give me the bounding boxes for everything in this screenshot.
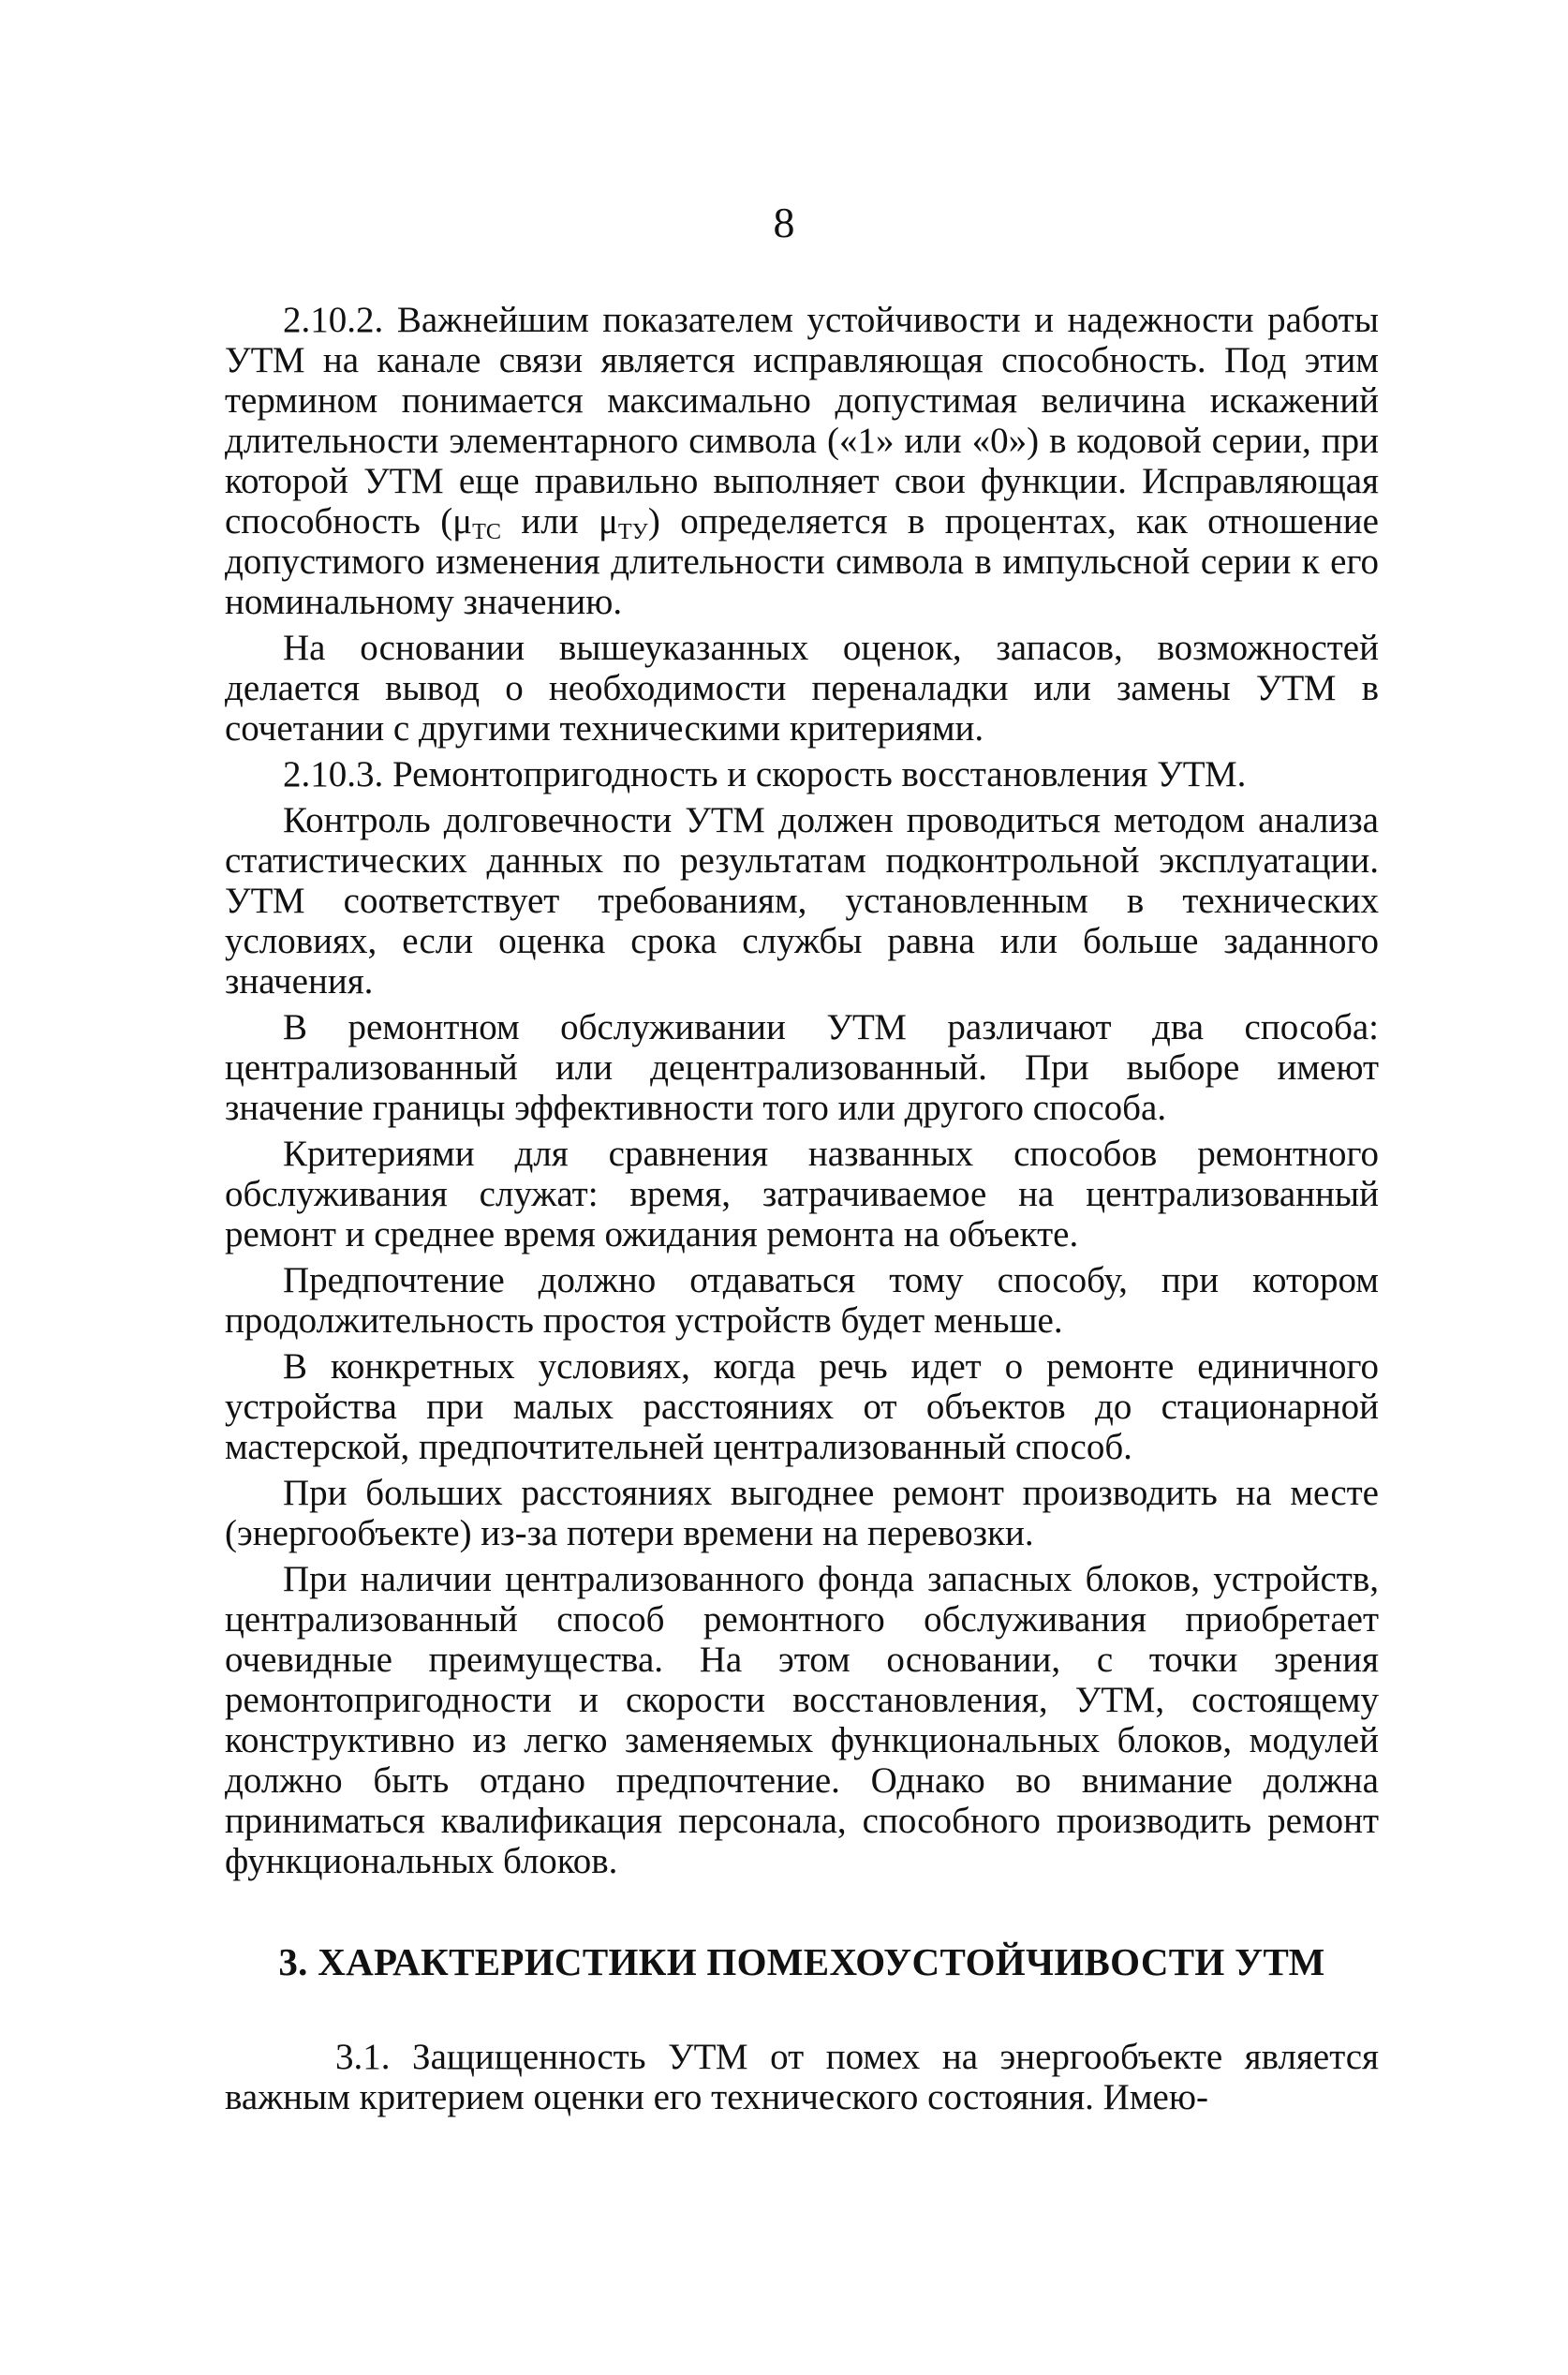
paragraph-durability-control: Контроль долговечности УТМ должен проводиться методом анализа статистических данных по результатам подконтрольной эксплуатации. УТМ соответствует требованиям, установленным в технических условиях, если оценка срока службы равна или больше заданного значения.: [225, 800, 1379, 1002]
paragraph-2-10-2: [225, 300, 1379, 622]
paragraph-criteria: Критериями для сравнения названных способов ремонтного обслуживания служат: время, затрачиваемое на централизованный ремонт и среднее время ожидания ремонта на объекте.: [225, 1134, 1379, 1254]
subscript-tc: ТС: [472, 519, 501, 545]
paragraph-text: 2.10.2. Важнейшим показателем устойчивости и надежности работы УТМ на канале связи является исправляющая способность. Под этим термином понимается максимально допустимая величина искажений длительности элементарного символа («1» или «0») в кодовой серии, при которой УТМ еще правильно выполняет свои функции. Исправляющая способность (μ: [225, 300, 1379, 542]
paragraph-spare-fund: При наличии централизованного фонда запасных блоков, устройств, централизованный способ ремонтного обслуживания приобретает очевидные преимущества. На этом основании, с точки зрения ремонтопригодности и скорости восстановления, УТМ, состоящему конструктивно из легко заменяемых функциональных блоков, модулей должно быть отдано предпочтение. Однако во внимание должна приниматься квалификация персонала, способного производить ремонт функциональных блоков.: [225, 1559, 1379, 1881]
page-body: [225, 300, 1379, 2117]
paragraph-repair-methods: В ремонтном обслуживании УТМ различают два способа: централизованный или децентрализованный. При выборе имеют значение границы эффективности того или другого способа.: [225, 1007, 1379, 1128]
page-number: 8: [773, 199, 795, 246]
paragraph-text-tail: ) определяется в процентах, как отношение допустимого изменения длительности символа в импульсной серии к его номинальному значению.: [225, 501, 1379, 622]
paragraph-text-mid: или μ: [500, 501, 618, 542]
section-heading: 3. ХАРАКТЕРИСТИКИ ПОМЕХОУСТОЙЧИВОСТИ УТМ: [278, 1940, 1325, 1983]
subscript-tu: ТУ: [617, 519, 648, 545]
paragraph-conclusion: На основании вышеуказанных оценок, запасов, возможностей делается вывод о необходимости переналадки или замены УТМ в сочетании с другими техническими критериями.: [225, 628, 1379, 749]
paragraph-specific-conditions: В конкретных условиях, когда речь идет о ремонте единичного устройства при малых расстояниях от объектов до стационарной мастерской, предпочтительней централизованный способ.: [225, 1346, 1379, 1467]
paragraph-3-1: 3.1. Защищенность УТМ от помех на энергообъекте является важным критерием оценки его технического состояния. Имею-: [225, 2037, 1379, 2117]
paragraph-large-distances: При больших расстояниях выгоднее ремонт производить на месте (энергообъекте) из-за потери времени на перевозки.: [225, 1473, 1379, 1553]
paragraph-preference: Предпочтение должно отдаваться тому способу, при котором продолжительность простоя устройств будет меньше.: [225, 1260, 1379, 1341]
paragraph-2-10-3: 2.10.3. Ремонтопригодность и скорость восстановления УТМ.: [283, 754, 1247, 794]
